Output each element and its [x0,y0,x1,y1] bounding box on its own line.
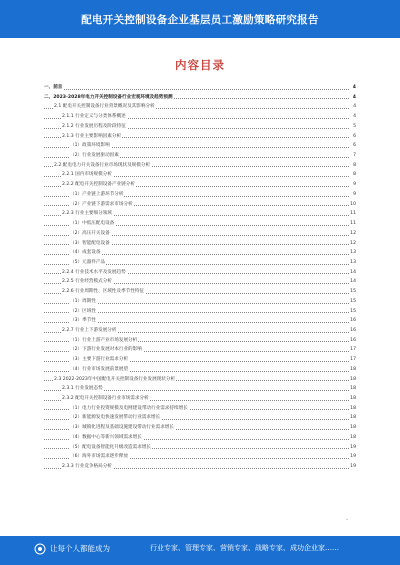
toc-entry[interactable] [44,326,356,336]
toc-entry[interactable] [44,151,356,161]
toc-entry-page: 8 [350,170,356,180]
toc-entry-page: 19 [350,443,356,453]
toc-entry-text: 一、前言 [44,83,63,93]
toc-entry-page: 16 [350,336,356,346]
toc-entry-text: 2.2.1 国内市场规模分析 [62,170,113,180]
toc-entry-page: 9 [350,190,356,200]
toc-entry[interactable] [44,316,356,326]
toc-entry[interactable] [44,277,356,287]
toc-entry-text: 2.1.1 行业定义与分类体系概述 [62,112,127,122]
toc-entry-text: （5）元器件产品 [70,258,106,268]
toc-entry[interactable] [44,132,356,142]
toc-entry-page: 13 [350,258,356,268]
toc-entry-page: 14 [350,277,356,287]
toc-entry[interactable] [44,161,356,171]
toc-entry[interactable] [44,93,356,103]
toc-entry-text: （3）主要下游行业需求分析 [70,355,129,365]
toc-entry-text: （2）新能源发电快速发展带动行业需求增长 [70,413,161,423]
toc-heading: 内容目录 [175,58,225,72]
toc-entry-text: 2.2.4 行业技术水平及发展趋势 [62,268,127,278]
toc-entry[interactable] [44,462,356,472]
toc-entry[interactable] [44,423,356,433]
toc-entry-text: （2）行业发展驱动因素 [70,151,120,161]
toc-entry-text: （3）智能配电设备 [70,239,111,249]
toc-entry-page: 6 [350,141,356,151]
report-header-bar [0,0,400,38]
table-of-contents [44,83,356,472]
toc-entry-text: 2.2.2 配电开关控制设备产业链分析 [62,180,136,190]
toc-entry-text: （1）政策环境影响 [70,141,111,151]
toc-entry-page: 17 [350,355,356,365]
toc-entry-page: 12 [350,239,356,249]
toc-entry-text: 2.2.6 行业周期性、区域性及季节性特征 [62,287,145,297]
continuation-marker: - [346,517,348,523]
toc-entry-page: 16 [350,316,356,326]
toc-entry-page: 18 [350,433,356,443]
toc-entry-page: 11 [350,219,356,229]
toc-entry[interactable] [44,112,356,122]
toc-entry-text: 2.2 配电电力开关设备行业市场现状及规模分析 [54,161,151,171]
toc-entry-page: 15 [350,307,356,317]
toc-entry-text: （2）区域性 [70,307,97,317]
toc-entry-text: （3）城镇化进程及基础设施建设带动行业需求增长 [70,423,175,433]
toc-entry-text: （1）周期性 [70,297,97,307]
toc-entry-page: 18 [350,404,356,414]
toc-entry-page: 10 [350,200,356,210]
toc-entry[interactable] [44,180,356,190]
toc-entry-text: 2.3.2 配电开关控制设备行业市场需求分析 [62,394,150,404]
toc-entry-page: 17 [350,345,356,355]
toc-entry-text: 2.1 配电开关控制设备行业背景概况及其影响分析 [54,102,156,112]
toc-entry-page: 18 [350,413,356,423]
toc-entry[interactable] [44,307,356,317]
toc-entry[interactable] [44,336,356,346]
toc-entry-page: 18 [350,394,356,404]
toc-entry[interactable] [44,365,356,375]
toc-entry-text: （1）行业上游产业市场发展分析 [70,336,138,346]
toc-entry-page: 15 [350,297,356,307]
toc-entry[interactable] [44,258,356,268]
toc-entry-page: 7 [350,151,356,161]
toc-entry-text: （2）下游行业发展对本行业的影响 [70,345,143,355]
toc-entry-page: 19 [350,462,356,472]
toc-entry[interactable] [44,122,356,132]
toc-entry[interactable] [44,268,356,278]
toc-entry-text: 2.2.5 行业经营模式分析 [62,277,113,287]
toc-entry[interactable] [44,239,356,249]
toc-entry-page: 18 [350,365,356,375]
toc-dot-leader [44,89,349,90]
toc-entry-text: 2.2.7 行业上下游发展分析 [62,326,118,336]
toc-entry-text: 2.1.3 行业主要影响因素分析 [62,132,122,142]
toc-entry-page: 19 [350,452,356,462]
toc-entry-text: （4）行业市场发展前景展望 [70,365,129,375]
toc-entry-page: 18 [350,423,356,433]
footer-slogan-left: 让每个人都能成为 [50,544,110,553]
footer-slogan-right: 行业专家、管理专家、营销专家、战略专家、成功企业家…… [150,544,339,552]
toc-entry[interactable] [44,83,356,93]
toc-entry-page: 9 [350,180,356,190]
toc-entry[interactable] [44,102,356,112]
toc-entry[interactable] [44,170,356,180]
toc-entry-text: （1）电力行业投资规模及电网建设带动行业需求持续增长 [70,404,189,414]
toc-entry-text: （5）配电设备智能化升级改造需求增长 [70,443,152,453]
toc-entry-text: （4）数据中心等新兴领域需求增长 [70,433,143,443]
toc-entry-page: 6 [350,132,356,142]
toc-entry-page: 18 [350,384,356,394]
toc-entry[interactable] [44,287,356,297]
toc-entry-text: 2.2.3 行业主要细分领域 [62,209,113,219]
toc-entry-text: （1）产业链上游环节分析 [70,190,124,200]
toc-entry[interactable] [44,248,356,258]
toc-entry-text: （2）产业链下游需求市场分析 [70,200,134,210]
toc-entry-text: （2）高压开关设备 [70,229,111,239]
toc-entry-page: 16 [350,326,356,336]
toc-entry-text: 二、2023-2028年电力开关控制设备行业宏观环境及趋势预测 [44,93,174,103]
toc-entry-page: 5 [350,122,356,132]
toc-entry[interactable] [44,141,356,151]
toc-entry[interactable] [44,229,356,239]
toc-entry[interactable] [44,404,356,414]
toc-entry[interactable] [44,355,356,365]
toc-entry-page: 18 [350,375,356,385]
toc-entry-page: 8 [350,161,356,171]
toc-entry[interactable] [44,433,356,443]
toc-entry[interactable] [44,345,356,355]
toc-entry[interactable] [44,200,356,210]
brand-logo-icon [34,543,46,555]
toc-entry-text: 2.3.3 行业竞争格局分析 [62,462,113,472]
report-title: 配电开关控制设备企业基层员工激励策略研究报告 [81,14,319,26]
toc-entry-text: （3）季节性 [70,316,97,326]
toc-entry[interactable] [44,219,356,229]
toc-entry-page: 14 [350,268,356,278]
toc-entry[interactable] [44,394,356,404]
toc-entry-page: 4 [350,102,356,112]
toc-entry[interactable] [44,190,356,200]
toc-entry-text: 2.1.2 行业发展历程及阶段特征 [62,122,127,132]
toc-entry-text: （4）成套设备 [70,248,102,258]
toc-entry[interactable] [44,413,356,423]
toc-entry[interactable] [44,375,356,385]
toc-entry-page: 15 [350,287,356,297]
toc-entry[interactable] [44,297,356,307]
toc-entry-page: 13 [350,248,356,258]
toc-entry[interactable] [44,443,356,453]
toc-entry-page: 11 [350,209,356,219]
toc-entry-text: （6）海外市场需求逐步释放 [70,452,129,462]
toc-entry-page: 12 [350,229,356,239]
toc-entry-text: 2.3 2022-2023年中国配电开关控制设备行业发展现状分析 [54,375,176,385]
toc-entry-page: 4 [350,93,356,103]
toc-entry-text: （1）中低压配电设备 [70,219,115,229]
toc-entry[interactable] [44,384,356,394]
toc-entry[interactable] [44,209,356,219]
toc-entry[interactable] [44,452,356,462]
toc-entry-page: 4 [350,83,356,93]
toc-entry-text: 2.3.1 行业发展态势 [62,384,104,394]
toc-entry-page: 4 [350,112,356,122]
